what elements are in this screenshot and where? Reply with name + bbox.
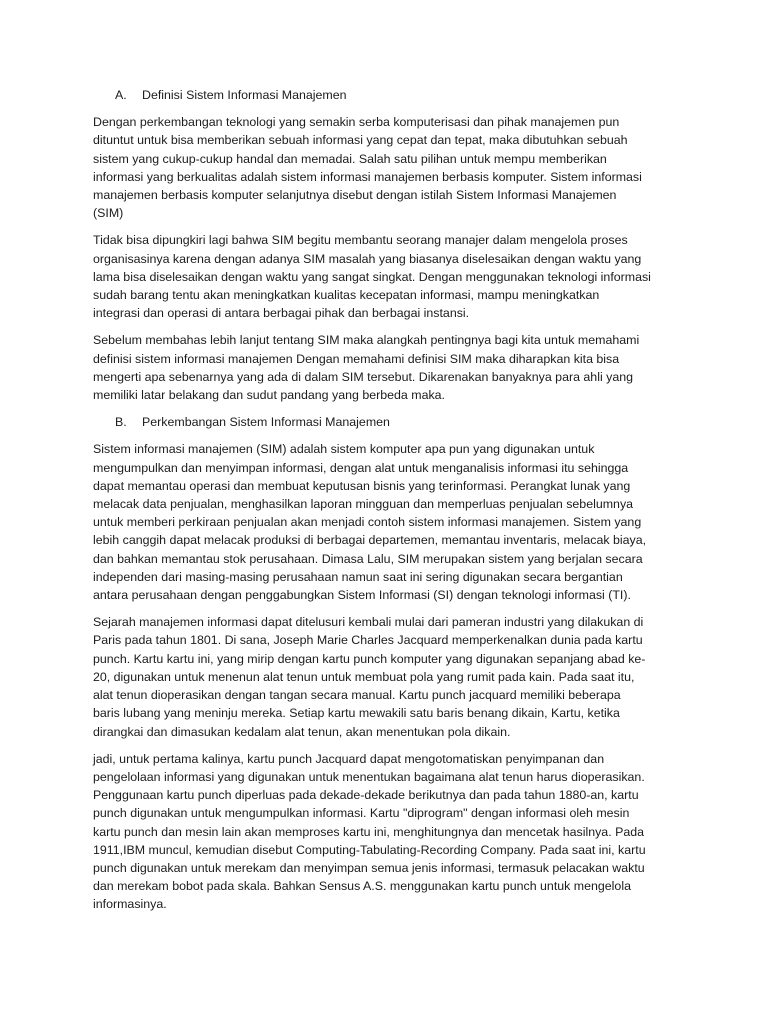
paragraph-line: mengumpulkan dan menyimpan informasi, dengan alat untuk menganalisis informasi itu sehingga <box>93 460 629 475</box>
paragraph-line: dan bahkan memantau stok perusahaan. Dimasa Lalu, SIM merupakan sistem yang berjalan secara <box>93 551 643 566</box>
paragraph-line: Sebelum membahas lebih lanjut tentang SIM maka alangkah pentingnya bagi kita untuk memahami <box>93 333 640 348</box>
paragraph-line: lebih canggih dapat melacak produksi di berbagai departemen, memantau inventaris, melacak biaya, <box>93 533 647 548</box>
paragraph <box>93 331 680 404</box>
paragraph-line: informasinya. <box>93 897 167 912</box>
paragraph-line: sudah barang tentu akan meningkatkan kualitas kecepatan informasi, mampu meningkatkan <box>93 288 600 303</box>
paragraph-line: 20, digunakan untuk menenun alat tenun untuk membuat pola yang rumit pada kain. Pada saat itu, <box>93 669 635 684</box>
paragraph-line: baris lubang yang meninju mereka. Setiap kartu mewakili satu baris benang dikain, Kartu, ketika <box>93 706 620 721</box>
paragraph-line: sistem yang cukup-cukup handal dan memadai. Salah satu pilihan untuk mempu memberikan <box>93 151 607 166</box>
paragraph <box>93 231 680 322</box>
paragraph-line: independen dari masing-masing perusahaan namun saat ini sering digunakan secara bergantian <box>93 569 623 584</box>
section-number: B. <box>115 415 127 430</box>
paragraph <box>93 113 680 222</box>
paragraph-line: Paris pada tahun 1801. Di sana, Joseph Marie Charles Jacquard memperkenalkan dunia pada kartu <box>93 633 643 648</box>
paragraph-line: dirangkai dan dimasukan kedalam alat tenun, akan menentukan pola dikain. <box>93 724 511 739</box>
paragraph-line: alat tenun dioperasikan dengan tangan secara manual. Kartu punch jacquard memiliki beberapa <box>93 688 621 703</box>
paragraph <box>93 750 680 914</box>
paragraph-line: manajemen berbasis komputer selanjutnya disebut dengan istilah Sistem Informasi Manajemen <box>93 188 617 203</box>
paragraph-line: pengelolaan informasi yang digunakan untuk menentukan bagaimana alat tenun harus dioperasikan. <box>93 769 645 784</box>
section-heading <box>93 413 680 431</box>
paragraph-line: Sistem informasi manajemen (SIM) adalah sistem komputer apa pun yang digunakan untuk <box>93 442 595 457</box>
paragraph-line: Penggunaan kartu punch diperluas pada dekade-dekade berikutnya dan pada tahun 1880-an, kartu <box>93 788 639 803</box>
paragraph-line: dapat memantau operasi dan membuat keputusan bisnis yang terinformasi. Perangkat lunak yang <box>93 478 631 493</box>
paragraph-line: melacak data penjualan, menghasilkan laporan mingguan dan memperluas penjualan sebelumnya <box>93 497 634 512</box>
paragraph-line: definisi sistem informasi manajemen Dengan memahami definisi SIM maka diharapkan kita bisa <box>93 351 620 366</box>
paragraph <box>93 440 680 604</box>
paragraph-line: integrasi dan operasi di antara berbagai pihak dan berbagai instansi. <box>93 306 470 321</box>
paragraph-line: jadi, untuk pertama kalinya, kartu punch Jacquard dapat mengotomatiskan penyimpanan dan <box>93 751 605 766</box>
paragraph-line: punch digunakan untuk merekam dan menyimpan semua jenis informasi, termasuk pelacakan waktu <box>93 860 645 875</box>
paragraph-line: organisasinya karena dengan adanya SIM masalah yang biasanya diselesaikan dengan waktu yang <box>93 251 642 266</box>
paragraph-line: Tidak bisa dipungkiri lagi bahwa SIM begitu membantu seorang manajer dalam mengelola proses <box>93 233 628 248</box>
paragraph-line: Sejarah manajemen informasi dapat ditelusuri kembali mulai dari pameran industri yang dilakukan di <box>93 615 644 630</box>
paragraph-line: punch digunakan untuk mengumpulkan informasi. Kartu "diprogram" dengan informasi oleh mesin <box>93 806 630 821</box>
paragraph-line: lama bisa diselesaikan dengan waktu yang sangat singkat. Dengan menggunakan teknologi informasi <box>93 269 651 284</box>
paragraph-line: dituntut untuk bisa memberikan sebuah informasi yang cepat dan tepat, maka dibutuhkan sebuah <box>93 133 628 148</box>
paragraph-line: informasi yang berkualitas adalah sistem informasi manajemen berbasis komputer. Sistem informasi <box>93 169 642 184</box>
section-title: Perkembangan Sistem Informasi Manajemen <box>142 415 390 430</box>
paragraph-line: kartu punch dan mesin lain akan memproses kartu ini, menghitungnya dan mencetak hasilnya. Pada <box>93 824 645 839</box>
paragraph-line: antara perusahaan dengan penggabungkan Sistem Informasi (SI) dengan teknologi informasi (TI). <box>93 588 631 603</box>
paragraph-line: Dengan perkembangan teknologi yang semakin serba komputerisasi dan pihak manajemen pun <box>93 115 620 130</box>
paragraph-line: punch. Kartu kartu ini, yang mirip dengan kartu punch komputer yang digunakan sepanjang abad ke- <box>93 651 646 666</box>
section-heading <box>93 86 680 104</box>
paragraph-line: dan merekam bobot pada skala. Bahkan Sensus A.S. menggunakan kartu punch untuk mengelola <box>93 879 631 894</box>
paragraph-line: 1911,IBM muncul, kemudian disebut Computing-Tabulating-Recording Company. Pada saat ini, kartu <box>93 842 646 857</box>
section-title: Definisi Sistem Informasi Manajemen <box>142 88 347 102</box>
paragraph-line: (SIM) <box>93 206 124 221</box>
paragraph-line: mengerti apa sebenarnya yang ada di dalam SIM tersebut. Dikarenakan banyaknya para ahli yang <box>93 369 634 384</box>
document-body <box>93 86 680 923</box>
section-number: A. <box>115 88 127 102</box>
paragraph <box>93 613 680 740</box>
paragraph-line: untuk memberi perkiraan penjualan akan menjadi contoh sistem informasi manajemen. Sistem yang <box>93 515 642 530</box>
paragraph-line: memiliki latar belakang dan sudut pandang yang berbeda maka. <box>93 388 445 403</box>
